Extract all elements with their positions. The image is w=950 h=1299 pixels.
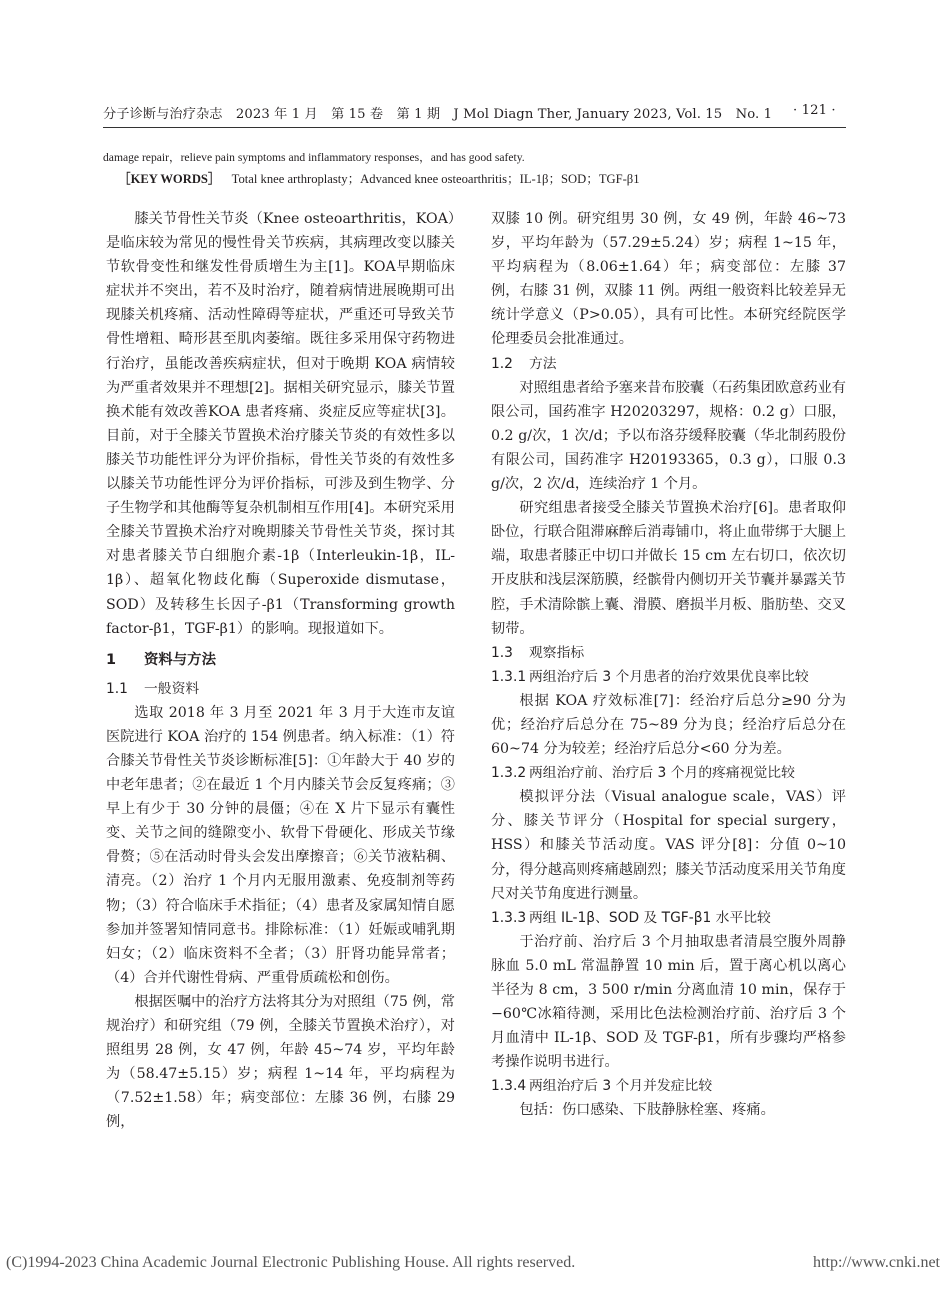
section-number: 1.2 [491,355,513,372]
section-1-3-4-heading [491,1074,846,1098]
section-title: 两组治疗前、治疗后 3 个月的疼痛视觉比较 [529,765,795,782]
keywords-text: Total knee arthroplasty；Advanced knee osteoarthritis；IL-1β；SOD；TGF-β1 [231,172,640,186]
running-header [0,101,950,121]
section-1-heading [106,645,455,675]
keywords-line [118,168,640,187]
section-1-3-2-heading [491,761,846,785]
section-title: 一般资料 [144,680,200,697]
section-1-1-heading [106,677,455,701]
section-title: 方法 [529,355,557,372]
control-method-paragraph: 对照组患者给予塞来昔布胶囊（石药集团欧意药业有限公司，国药准字 H20203297，规格：0.2 g）口服，0.2 g/次，1 次/d；予以布洛芬缓释胶囊（华北制药股份有限公司，国药准字 H20193365，0.3 g），口服 0.3 g/次，2 次/d，连续治疗 1 个月。 [491,379,846,493]
study-method-paragraph: 研究组患者接受全膝关节置换术治疗[6]。患者取仰卧位，行联合阻滞麻醉后消毒铺巾，将止血带绑于大腿上端，取患者膝正中切口并做长 15 cm 左右切口，依次切开皮肤和浅层深筋膜，经髌骨内侧切开关节囊并暴露关节腔，手术清除髌上囊、滑膜、磨损半月板、脂肪垫、交叉韧带。 [491,500,846,637]
right-column [491,207,846,1123]
copyright-text: (C)1994-2023 China Academic Journal Electronic Publishing House. All rights reserved. [6,1254,576,1271]
section-number: 1.3.3 [491,909,527,926]
section-title: 观察指标 [529,644,585,661]
section-title: 资料与方法 [144,651,216,668]
copyright-footer [6,1254,944,1276]
section-title: 两组治疗后 3 个月患者的治疗效果优良率比较 [529,668,809,685]
intro-paragraph: 膝关节骨性关节炎（Knee osteoarthritis，KOA）是临床较为常见的慢性骨关节疾病，其病理改变以膝关节软骨变性和继发性骨质增生为主[1]。KOA早期临床症状并不突出，若不及时治疗，随着病情进展晚期可出现膝关机疼痛、活动性障碍等症状，严重还可导致关节骨性增粗、畸形甚至肌肉萎缩。既往多采用保守药物进行治疗，虽能改善疾病症状，但对于晚期 KOA 病情较为严重者效果并不理想[2]。据相关研究显示，膝关节置换术能有效改善KOA 患者疼痛、炎症反应等症状[3]。目前，对于全膝关节置换术治疗膝关节炎的有效性多以膝关节功能性评分为评价指标，骨性关节炎的有效性多以膝关节功能性评分为评价指标，可涉及到生物学、分子生物学和其他酶等复杂机制相互作用[4]。本研究采用全膝关节置换术治疗对晚期膝关节骨性关节炎，探讨其对患者膝关节白细胞介素-1β（Interleukin-1β，IL-1β）、超氧化物歧化酶（Superoxide dismutase，SOD）及转移生长因子-β1（Transforming growth factor-β1，TGF-β1）的影响。现报道如下。 [106,211,455,637]
blood-test-paragraph: 于治疗前、治疗后 3 个月抽取患者清晨空腹外周静脉血 5.0 mL 常温静置 10 min 后，置于离心机以离心半径为 8 cm，3 500 r/min 分离血清 10 min，保存于−60℃冰箱待测，采用比色法检测治疗前、治疗后 3 个月血清中 IL-1β、SOD 及 TGF-β1，所有步骤均严格参考操作说明书进行。 [491,933,846,1071]
left-column [106,207,455,1134]
abstract-end-line: damage repair，relieve pain symptoms and inflammatory responses，and has good safety. [103,151,525,164]
complications-paragraph: 包括：伤口感染、下肢静脉栓塞、疼痛。 [519,1102,775,1119]
section-number: 1.3.1 [491,668,527,685]
general-data-paragraph: 选取 2018 年 3 月至 2021 年 3 月于大连市友谊医院进行 KOA 治疗的 154 例患者。纳入标准：（1）符合膝关节骨性关节炎诊断标准[5]：①年龄大于 40 岁的中老年患者；②在最近 1 个月内膝关节会反复疼痛；③早上有少于 30 分钟的晨僵；④在 X 片下显示有囊性变、关节之间的缝隙变小、软骨下骨硬化、形成关节缘骨赘；⑤在活动时骨头会发出摩擦音；⑥关节液粘稠、清亮。（2）治疗 1 个月内无服用激素、免疫制剂等药物；（3）符合临床手术指征；（4）患者及家属知情自愿参加并签署知情同意书。排除标准：（1）妊娠或哺乳期妇女；（2）临床资料不全者；（3）肝肾功能异常者；（4）合并代谢性骨病、严重骨质疏松和创伤。 [106,704,455,986]
keywords-label: ［KEY WORDS］ [118,172,221,186]
section-title: 两组治疗后 3 个月并发症比较 [529,1078,713,1095]
section-1-3-1-heading [491,665,846,689]
section-1-3-3-heading [491,906,846,930]
section-number: 1.3 [491,644,513,661]
header-rule [103,127,846,128]
section-title: 两组 IL-1β、SOD 及 TGF-β1 水平比较 [529,909,771,926]
section-number: 1.3.2 [491,765,527,782]
vas-paragraph: 模拟评分法（Visual analogue scale，VAS）评分、膝关节评分（Hospital for special surgery，HSS）和膝关节活动度。VAS 评分[8]：分值 0~10 分，得分越高则疼痛越剧烈；膝关节活动度采用关节角度尺对关节角度进行测量。 [491,789,846,902]
journal-info: 分子诊断与治疗杂志 2023 年 1 月 第 15 卷 第 1 期 J Mol Diagn Ther, January 2023, Vol. 15 No. 1 [103,107,773,122]
section-1-3-heading [491,641,846,665]
efficacy-paragraph: 根据 KOA 疗效标准[7]：经治疗后总分≥90 分为优；经治疗后总分在 75~89 分为良；经治疗后总分在 60~74 分为较差；经治疗后总分<60 分为差。 [491,692,846,758]
page-number: · 121 · [793,103,836,118]
cnki-link[interactable]: http://www.cnki.net [813,1254,940,1271]
groups-paragraph-continued: 双膝 10 例。研究组男 30 例，女 49 例，年龄 46~73 岁，平均年龄为（57.29±5.24）岁；病程 1~15 年，平均病程为（8.06±1.64）年；病变部位：左膝 37 例，右膝 31 例，双膝 11 例。两组一般资料比较差异无统计学意义（P>0.05），具有可比性。本研究经院医学伦理委员会批准通过。 [491,211,846,348]
section-number: 1 [106,651,117,668]
section-1-2-heading [491,352,846,376]
section-number: 1.1 [106,680,128,697]
groups-paragraph: 根据医嘱中的治疗方法将其分为对照组（75 例，常规治疗）和研究组（79 例，全膝关节置换术治疗），对照组男 28 例，女 47 例，年龄 45~74 岁，平均年龄为（58.47±5.15）岁；病程 1~14 年，平均病程为（7.52±1.58）年；病变部位：左膝 36 例，右膝 29 例， [106,993,455,1131]
section-number: 1.3.4 [491,1078,527,1095]
